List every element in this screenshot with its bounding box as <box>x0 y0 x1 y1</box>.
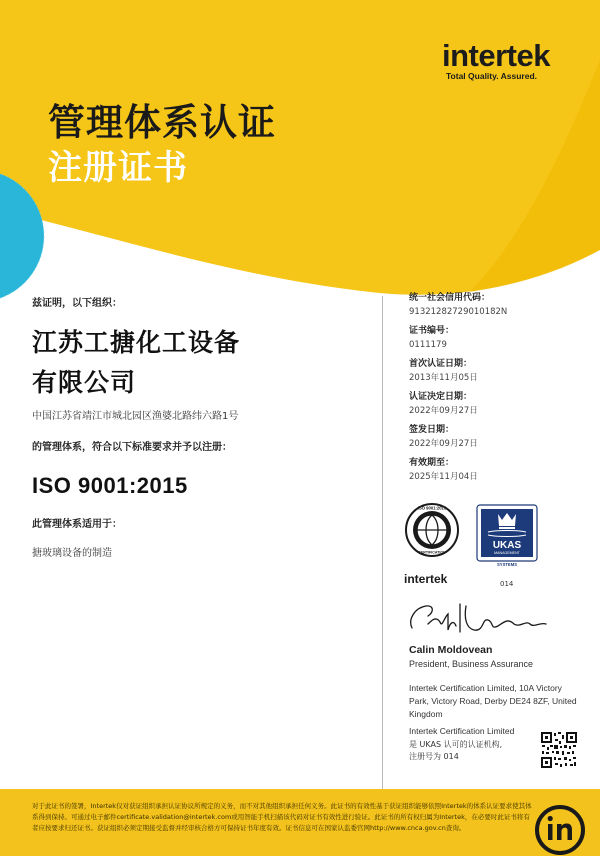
detail-value: 2025年11月04日 <box>409 472 478 482</box>
footer-band <box>0 789 600 856</box>
detail-certificate-number <box>409 325 589 352</box>
certificate-body <box>32 294 362 559</box>
footer-disclaimer: 对于此证书的签署，Intertek仅对获证组织承担认证协议所规定的义务，而不对其他组织承担任何义务。此证书的有效性基于获证组织能够依照Intertek的体系认证要求使其体系得到保持。可通过电子邮件certificate.validation@intertek.com或用智能手机扫描该代码对证书有效性进行验证。此证书的所有权归属为Intertek，在必要时此证书将有者应按要求归还证书。获证组织必须定期接受监督并经审核合格方可保持证书年度有效。证书信息可在国家认监委官网http://www.cnca.gov.cn查询。 <box>32 802 532 832</box>
scope-intro: 此管理体系适用于： <box>32 519 122 530</box>
iso-certification-mark-icon <box>404 500 460 570</box>
issuer-ukas-statement: 是 UKAS 认可的认证机构, <box>409 740 503 749</box>
standard-name: ISO 9001:2015 <box>32 473 188 498</box>
detail-value: 0111179 <box>409 340 447 350</box>
scope-text: 搪玻璃设备的制造 <box>32 548 112 559</box>
detail-initial-date <box>409 358 589 385</box>
certificate-title: 管理体系认证 <box>48 101 276 144</box>
accreditation-marks <box>404 500 574 590</box>
logo-wordmark: intertek <box>442 38 550 73</box>
signatory-title: President, Business Assurance <box>409 659 534 669</box>
iso-bottom-text: CERTIFICATION <box>418 550 446 555</box>
detail-value: 2013年11月05日 <box>409 373 478 383</box>
detail-label: 首次认证日期： <box>409 359 473 369</box>
detail-label: 签发日期： <box>409 425 455 435</box>
ukas-sub2: SYSTEMS <box>496 562 518 567</box>
qr-code-icon[interactable] <box>540 731 578 769</box>
certificate-details <box>409 292 589 490</box>
intertek-logo <box>442 40 572 81</box>
company-name-line1: 江苏工搪化工设备 <box>32 328 241 357</box>
handwritten-signature <box>404 598 554 642</box>
detail-label: 有效期至： <box>409 458 455 468</box>
company-name-line2: 有限公司 <box>32 368 137 397</box>
column-divider <box>382 296 383 792</box>
issuer-address: Intertek Certification Limited, 10A Victory Park, Victory Road, Derby DE24 8ZF, United Kingdom <box>409 683 577 719</box>
detail-value: 2022年09月27日 <box>409 406 478 416</box>
company-address: 中国江苏省靖江市城北园区渔婆北路纬六路1号 <box>32 411 239 422</box>
detail-expiry-date <box>409 457 589 484</box>
issuer-registration-number: 注册号为 014 <box>409 752 459 761</box>
logo-tagline: Total Quality. Assured. <box>446 71 537 81</box>
certify-intro: 兹证明，以下组织： <box>32 298 122 309</box>
issuer-name: Intertek Certification Limited <box>409 726 515 736</box>
detail-decision-date <box>409 391 589 418</box>
ukas-number: 014 <box>500 580 514 588</box>
detail-value: 91321282729010182N <box>409 307 508 317</box>
intertek-in-badge-icon <box>532 802 588 856</box>
ukas-word: UKAS <box>492 540 522 551</box>
iso-ring-text: ISO 9001:2015 <box>417 505 447 511</box>
ukas-accreditation-mark-icon <box>476 504 538 580</box>
company-name <box>32 323 362 403</box>
certificate-subtitle: 注册证书 <box>48 148 188 188</box>
signatory-name: Calin Moldovean <box>409 644 493 656</box>
management-intro: 的管理体系，符合以下标准要求并予以注册： <box>32 442 232 453</box>
detail-label: 统一社会信用代码： <box>409 293 491 303</box>
detail-credit-code <box>409 292 589 319</box>
detail-value: 2022年09月27日 <box>409 439 478 449</box>
detail-issue-date <box>409 424 589 451</box>
intertek-mark-word: intertek <box>404 572 448 586</box>
detail-label: 认证决定日期： <box>409 392 473 402</box>
ukas-sub1: MANAGEMENT <box>494 551 520 555</box>
detail-label: 证书编号： <box>409 326 455 336</box>
